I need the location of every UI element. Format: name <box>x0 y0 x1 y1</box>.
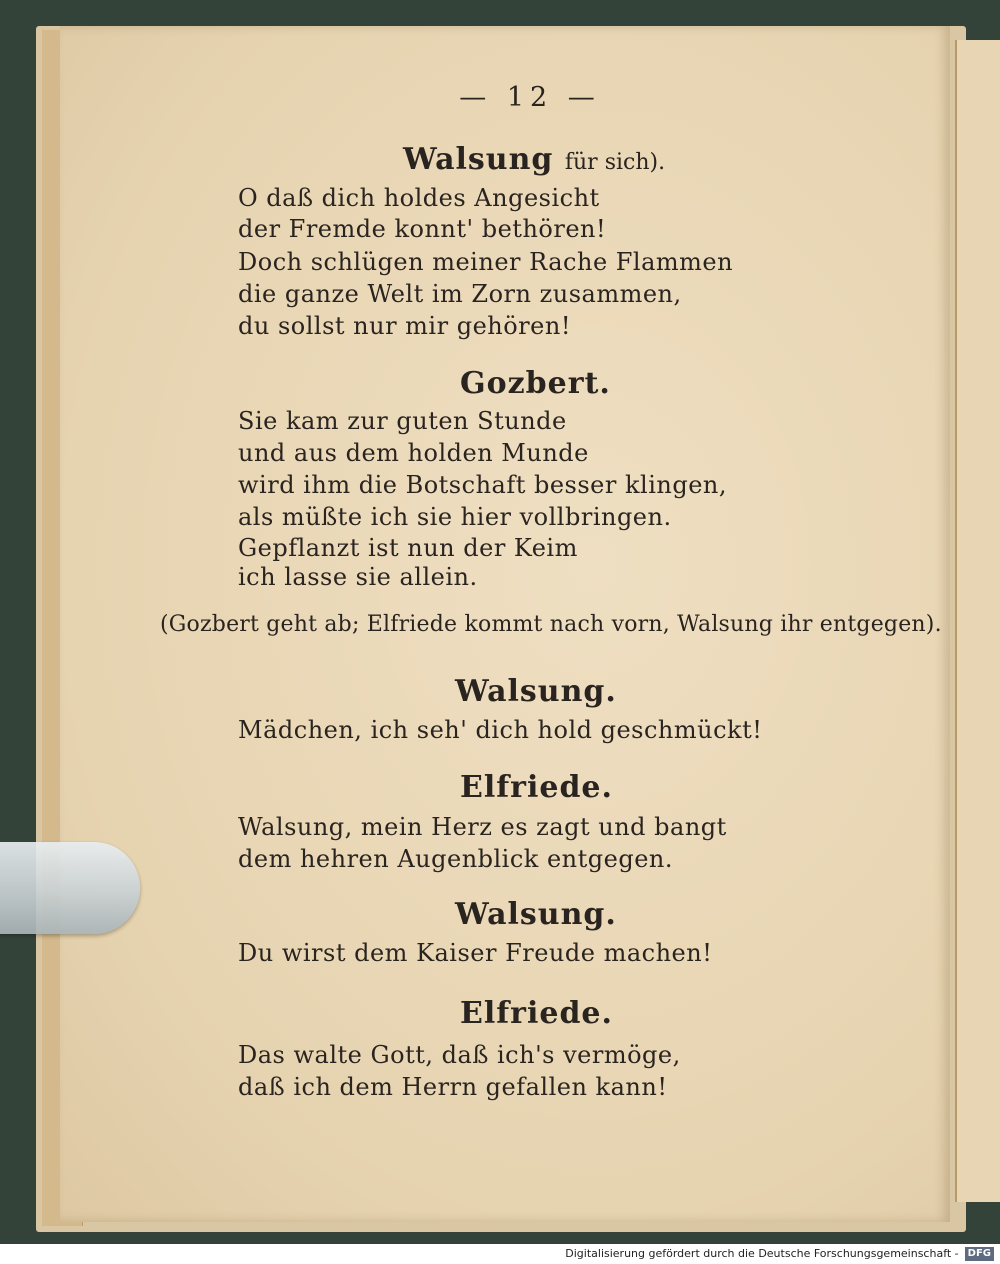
stage-aside: für sich). <box>564 150 666 175</box>
verse-line: der Fremde konnt' bethören! <box>238 215 607 243</box>
page-number: — 12 — <box>459 82 601 113</box>
verse-line: daß ich dem Herrn gefallen kann! <box>238 1073 668 1101</box>
speaker-heading <box>403 142 665 177</box>
verse-line: Gepflanzt ist nun der Keim <box>238 534 578 562</box>
speaker-name: Gozbert. <box>460 366 611 401</box>
verse-line: die ganze Welt im Zorn zusammen, <box>238 280 682 308</box>
verse-line: Walsung, mein Herz es zagt und bangt <box>238 813 727 841</box>
verse-line: Sie kam zur guten Stunde <box>238 407 567 435</box>
verse-line: Mädchen, ich seh' dich hold geschmückt! <box>238 716 763 744</box>
verse-line: als müßte ich sie hier vollbringen. <box>238 503 672 531</box>
funding-footer <box>0 1244 1000 1264</box>
speaker-name: Elfriede. <box>460 996 613 1031</box>
verse-line: O daß dich holdes Angesicht <box>238 184 600 212</box>
verse-line: Du wirst dem Kaiser Freude machen! <box>238 939 713 967</box>
dfg-logo: DFG <box>965 1247 994 1261</box>
speaker-name: Walsung. <box>455 897 617 932</box>
verse-line: wird ihm die Botschaft besser klingen, <box>238 471 727 499</box>
speaker-name: Walsung. <box>455 674 617 709</box>
verse-line: du sollst nur mir gehören! <box>238 312 571 340</box>
verse-line: und aus dem holden Munde <box>238 439 589 467</box>
stage-direction: (Gozbert geht ab; Elfriede kommt nach vorn, Walsung ihr entgegen). <box>160 612 942 637</box>
verse-line: ich lasse sie allein. <box>238 563 478 591</box>
verse-line: Das walte Gott, daß ich's vermöge, <box>238 1041 681 1069</box>
speaker-name: Elfriede. <box>460 770 613 805</box>
funding-notice: Digitalisierung gefördert durch die Deutsche Forschungsgemeinschaft - <box>565 1247 959 1260</box>
verse-line: dem hehren Augenblick entgegen. <box>238 845 673 873</box>
speaker-name: Walsung <box>403 142 554 177</box>
verse-line: Doch schlügen meiner Rache Flammen <box>238 248 734 276</box>
